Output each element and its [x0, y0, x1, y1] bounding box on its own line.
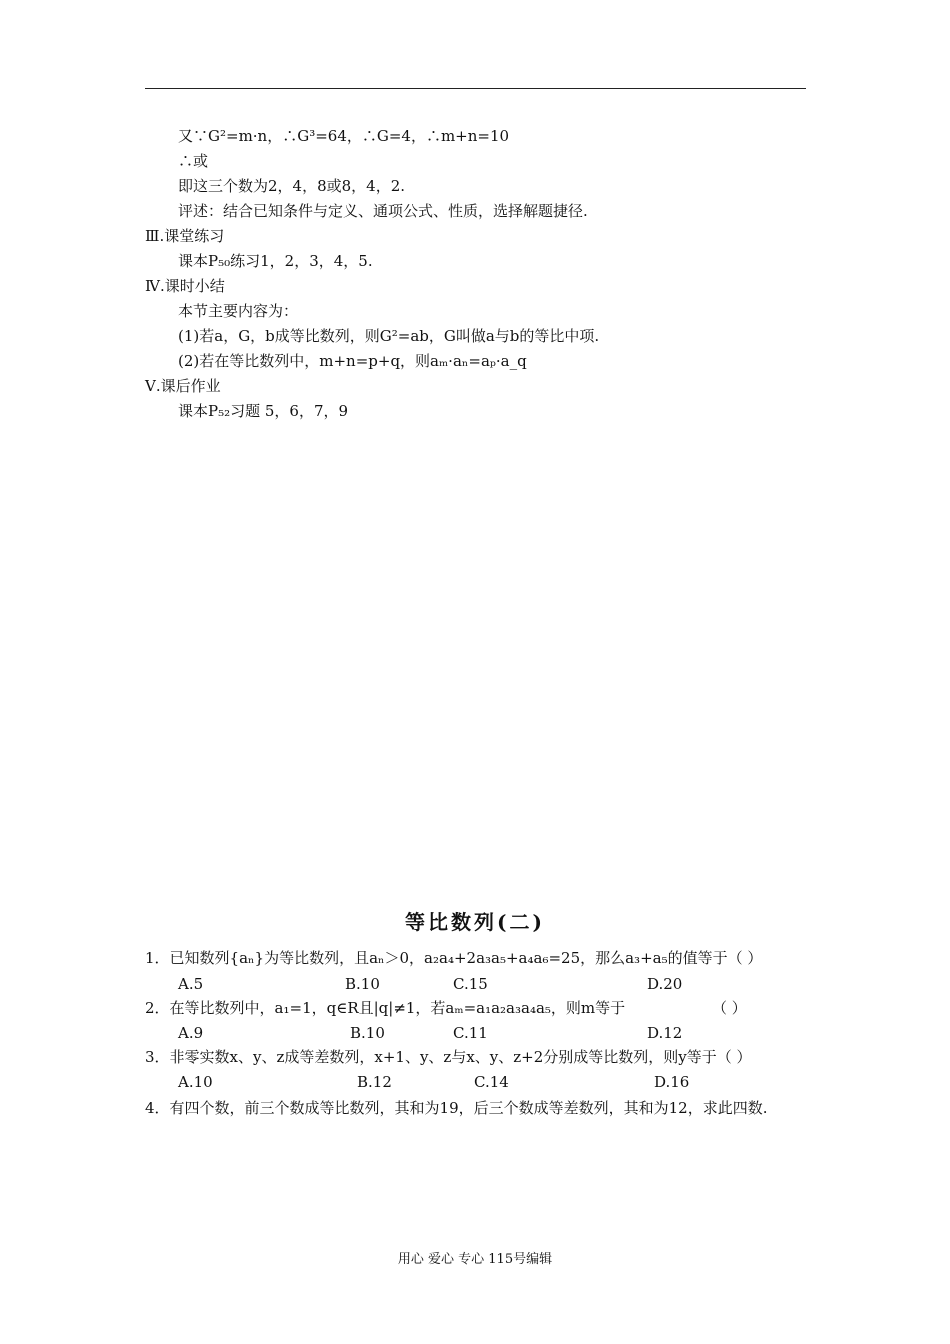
question-2-stem: 2．在等比数列中，a₁=1，q∈R且|q|≠1，若aₘ=a₁a₂a₃a₄a₅，则m等于 — [145, 999, 626, 1017]
solution-remark: 评述：结合已知条件与定义、通项公式、性质，选择解题捷径. — [178, 202, 588, 220]
section-4-point-2: (2)若在等比数列中，m+n=p+q，则aₘ·aₙ=aₚ·a_q — [178, 352, 527, 370]
section-4-point-1: (1)若a，G，b成等比数列，则G²=ab，G叫做a与b的等比中项. — [178, 327, 600, 345]
question-2-choice-c: C.11 — [453, 1024, 488, 1042]
question-3-choice-c: C.14 — [474, 1073, 509, 1091]
question-2-choice-d: D.12 — [647, 1024, 683, 1042]
solution-line-1: 又∵G²=m·n，∴G³=64，∴G=4，∴m+n=10 — [178, 127, 510, 145]
section-5-heading: Ⅴ.课后作业 — [145, 377, 221, 395]
question-1-stem: 1．已知数列{aₙ}为等比数列，且aₙ＞0，a₂a₄+2a₃a₅+a₄a₆=25，那么a₃+a₅的值等于（ ） — [145, 949, 763, 967]
page-footer: 用心 爱心 专心 115号编辑 — [397, 1252, 553, 1267]
solution-line-3: 即这三个数为2，4，8或8，4，2. — [178, 177, 406, 195]
question-2-choice-a: A.9 — [178, 1024, 204, 1042]
question-1-choice-c: C.15 — [453, 975, 488, 993]
section-3-body: 课本P₅₀练习1，2，3，4，5. — [178, 252, 373, 270]
header-rule — [145, 88, 806, 89]
exercise-title: 等比数列(二) — [405, 910, 545, 934]
question-1-choice-a: A.5 — [178, 975, 204, 993]
section-4-intro: 本节主要内容为： — [178, 302, 299, 320]
question-1-choice-b: B.10 — [345, 975, 380, 993]
section-3-heading: Ⅲ.课堂练习 — [145, 227, 225, 245]
solution-line-2: ∴或 — [178, 152, 209, 170]
question-2-answer-paren: （ ） — [712, 999, 747, 1017]
question-3-choice-d: D.16 — [654, 1073, 690, 1091]
section-5-body: 课本P₅₂习题 5，6，7，9 — [178, 402, 349, 420]
question-4-stem: 4．有四个数，前三个数成等比数列，其和为19，后三个数成等差数列，其和为12，求此四数. — [145, 1099, 768, 1117]
question-1-choice-d: D.20 — [647, 975, 683, 993]
question-2-choice-b: B.10 — [350, 1024, 385, 1042]
question-3-stem: 3．非零实数x、y、z成等差数列，x+1、y、z与x、y、z+2分别成等比数列，则y等于（ ） — [145, 1048, 752, 1066]
section-4-heading: Ⅳ.课时小结 — [145, 277, 225, 295]
question-3-choice-b: B.12 — [357, 1073, 392, 1091]
question-3-choice-a: A.10 — [178, 1073, 213, 1091]
